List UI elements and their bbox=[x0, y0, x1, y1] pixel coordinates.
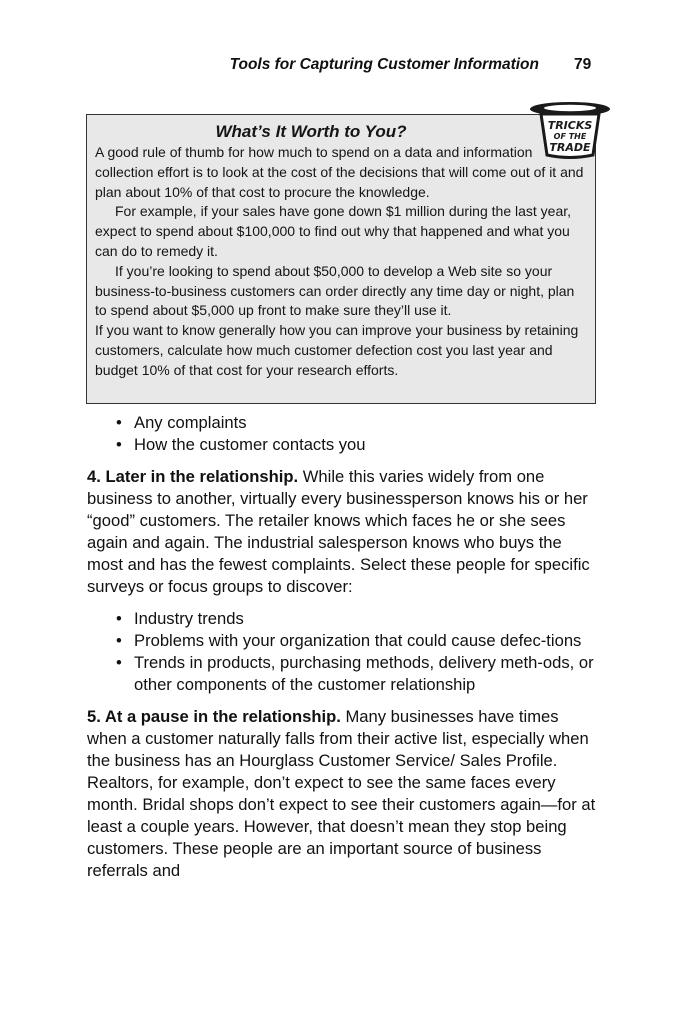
logo-text-trade: TRADE bbox=[549, 141, 591, 154]
sidebar-paragraph: For example, if your sales have gone down $1 million during the last year, expect to spend about $100,000 to find out why that happened and what you can do to remedy it. bbox=[95, 203, 572, 259]
list-item: • Problems with your organization that could cause defec-tions bbox=[87, 630, 599, 652]
list-item: • Trends in products, purchasing methods, delivery meth-ods, or other components of the customer relationship bbox=[87, 652, 599, 696]
running-head bbox=[0, 54, 682, 76]
running-title: Tools for Capturing Customer Information bbox=[229, 56, 539, 73]
sidebar-paragraph: A good rule of thumb for how much to spend on a data and information collection effort is to look at the cost of the decisions that will come out of it and plan about 10% of that cost to procure the knowledge. bbox=[95, 144, 584, 200]
item-5-text: Many businesses have times when a customer naturally falls from their active list, especially when the business has an Hourglass Customer Service/ Sales Profile. Realtors, for example, don’t expect to see the same faces every month. Bridal shops don’t expect to see their customers again—for at least a couple years. However, that doesn’t mean they stop being customers. These people are an important source of business referrals and bbox=[87, 707, 596, 880]
item-5-paragraph bbox=[87, 706, 599, 882]
bullet-list bbox=[87, 412, 599, 456]
list-item: • Any complaints bbox=[87, 412, 599, 434]
item-4-lead: 4. Later in the relationship. bbox=[87, 467, 299, 486]
sidebar-paragraph: If you’re looking to spend about $50,000 to develop a Web site so your business-to-business customers can order directly any time day or night, plan to spend about $5,000 up front to make sure they’ll use it. bbox=[95, 262, 575, 319]
item-4-text: While this varies widely from one business to another, virtually every businessperson knows his or her “good” customers. The retailer knows which faces he or she sees again and again. The industrial salesperson knows who buys the most and has the fewest complaints. Select these people for specific surveys or focus groups to discover: bbox=[87, 467, 590, 596]
tricks-of-the-trade-icon bbox=[527, 98, 613, 160]
tricks-sidebar-box bbox=[86, 114, 596, 404]
list-item: • Industry trends bbox=[87, 608, 599, 630]
sidebar-paragraph: If you want to know generally how you can improve your business by retaining customers, calculate how much customer defection cost you last year and budget 10% of that cost for your research efforts. bbox=[95, 322, 579, 378]
sidebar-title: What’s It Worth to You? bbox=[215, 122, 407, 141]
item-5-lead: 5. At a pause in the relationship. bbox=[87, 707, 341, 726]
logo-text-of-the: OF THE bbox=[553, 132, 587, 141]
item-4-paragraph bbox=[87, 466, 599, 598]
list-item: • How the customer contacts you bbox=[87, 434, 599, 456]
page-number: 79 bbox=[574, 56, 592, 73]
body-text bbox=[87, 412, 599, 882]
logo-text-tricks: TRICKS bbox=[547, 119, 593, 132]
discover-list bbox=[87, 608, 599, 696]
